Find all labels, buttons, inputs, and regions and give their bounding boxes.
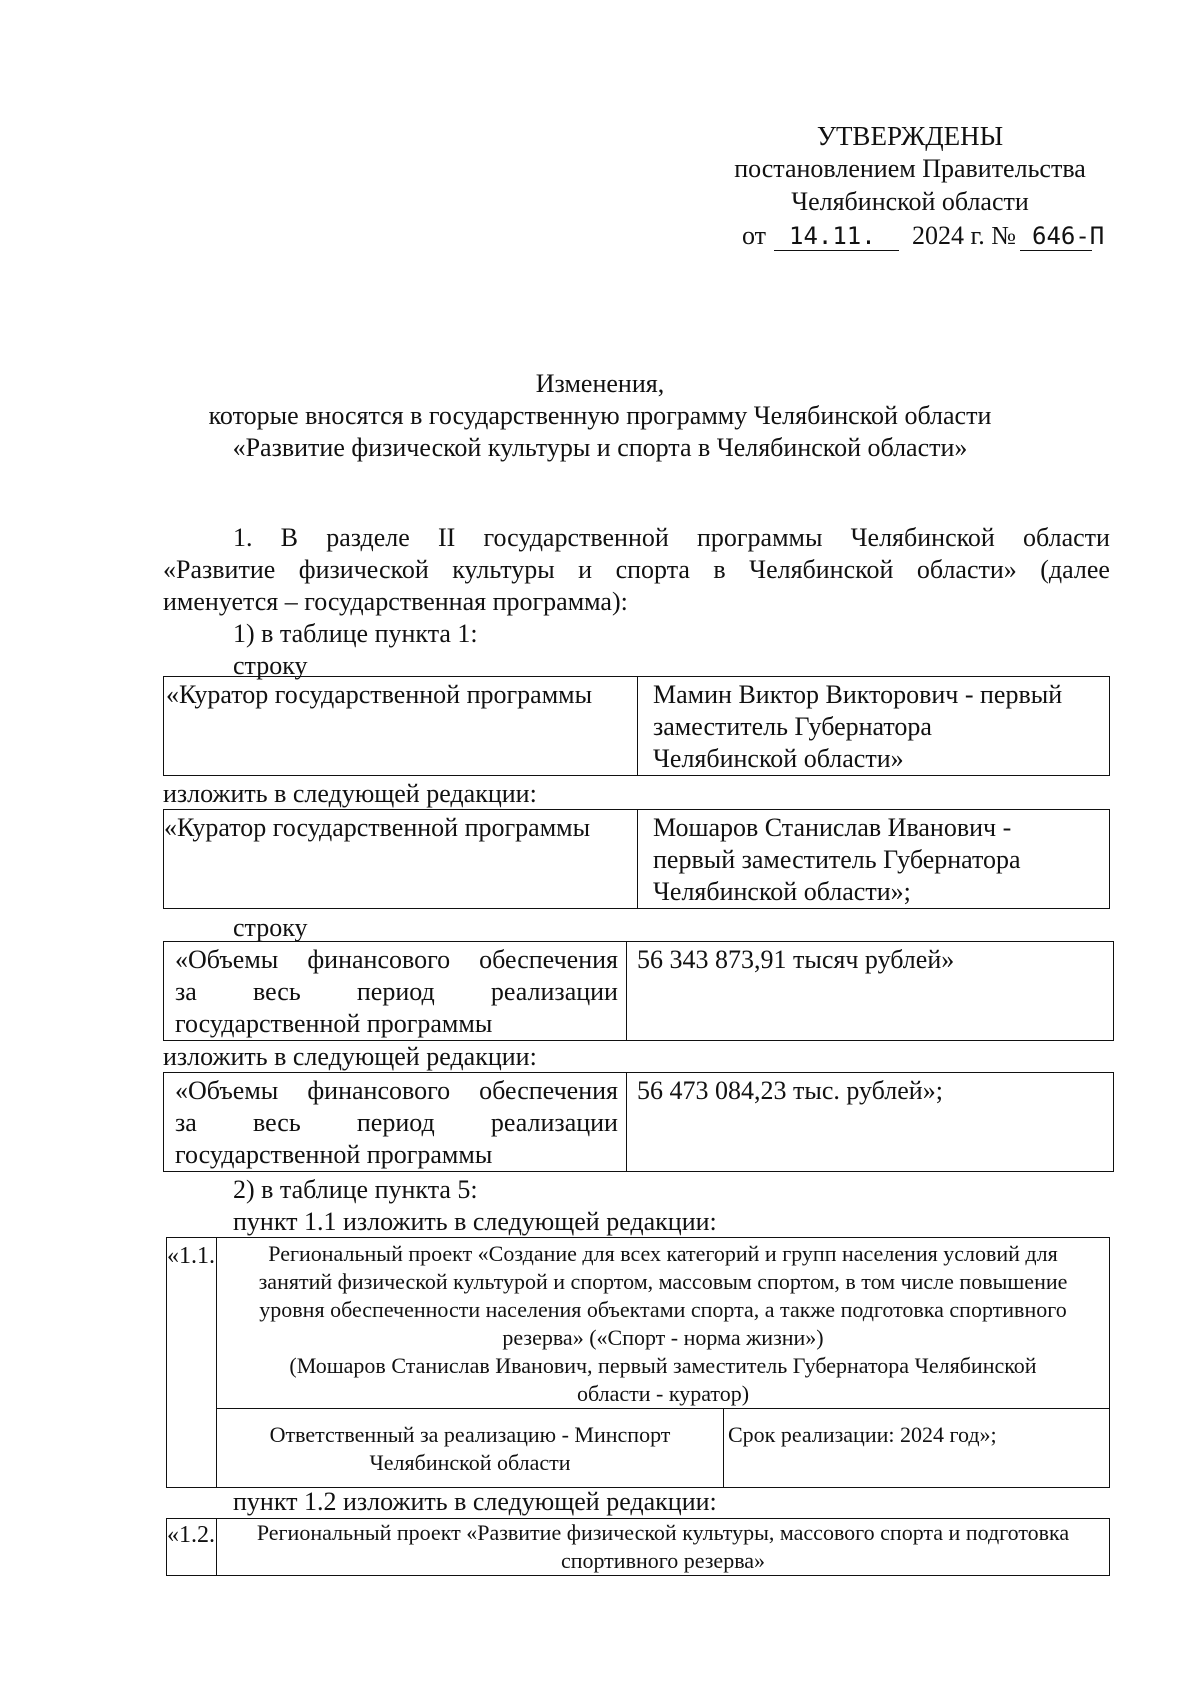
point-1-2-title: Региональный проект «Развитие физической культуры, массового спорта и подготовка спортивного резерва» — [217, 1519, 1110, 1576]
restate-1: изложить в следующей редакции: — [163, 779, 537, 808]
para1-line-3: именуется – государственная программа): — [163, 587, 628, 616]
restate-2: изложить в следующей редакции: — [163, 1042, 537, 1071]
table-curator-new — [163, 809, 1110, 909]
table-fin-new — [163, 1072, 1114, 1172]
fin-old-left: «Объемы финансового обеспечения за весь период реализации государственной программы — [164, 942, 627, 1041]
table-point-1-2 — [166, 1518, 1110, 1576]
approval-year: 2024 г. № — [912, 221, 1017, 250]
from-label: от — [742, 221, 767, 250]
fin-new-left: «Объемы финансового обеспечения за весь период реализации государственной программы — [164, 1073, 627, 1172]
point-1-1-term: Срок реализации: 2024 год»; — [724, 1409, 1110, 1488]
table-point-1-1 — [166, 1237, 1110, 1488]
heading-line-2: которые вносятся в государственную программу Челябинской области — [208, 401, 992, 430]
point-1-1-intro: пункт 1.1 изложить в следующей редакции: — [233, 1207, 717, 1236]
item-2: 2) в таблице пункта 5: — [233, 1175, 478, 1204]
fin-old-right: 56 343 873,91 тысяч рублей» — [627, 942, 1114, 1041]
table-curator-old — [163, 676, 1110, 776]
row-word-2: строку — [233, 913, 308, 942]
curator-new-left: «Куратор государственной программы — [164, 810, 638, 909]
row-word-1: строку — [233, 651, 308, 680]
date-underline — [774, 250, 899, 251]
heading-line-3: «Развитие физической культуры и спорта в Челябинской области» — [232, 433, 968, 462]
heading-title: Изменения, — [535, 369, 665, 398]
curator-old-left: «Куратор государственной программы — [164, 677, 638, 776]
para1-line-1: 1. В разделе II государственной программы Челябинской области — [233, 523, 1110, 552]
point-1-1-title: Региональный проект «Создание для всех категорий и групп населения условий для занятий физической культурой и спортом, массовым спортом, в том числе повышение уровня обеспеченности населения объектами спорта, а также подготовка спортивного резерва» («Спорт - норма жизни») (Мошаров Станислав Иванович, первый заместитель Губернатора Челябинской области - куратор) — [217, 1238, 1110, 1409]
para1-line-2: «Развитие физической культуры и спорта в Челябинской области» (далее — [163, 555, 1110, 584]
point-1-2-number: «1.2. — [167, 1519, 217, 1576]
number-underline — [1020, 250, 1092, 251]
approval-date: 14.11. — [789, 222, 876, 250]
item-1: 1) в таблице пункта 1: — [233, 619, 478, 648]
approval-number: 646-П — [1032, 222, 1105, 250]
point-1-1-responsible: Ответственный за реализацию - Минспорт Челябинской области — [217, 1409, 724, 1488]
approval-line-2: Челябинской области — [791, 187, 1029, 216]
curator-new-right: Мошаров Станислав Иванович - первый заместитель Губернатора Челябинской области»; — [638, 810, 1110, 909]
point-1-1-number: «1.1. — [167, 1238, 217, 1488]
curator-old-right: Мамин Виктор Викторович - первый заместитель Губернатора Челябинской области» — [638, 677, 1110, 776]
table-fin-old — [163, 941, 1114, 1041]
approval-line-1: постановлением Правительства — [734, 154, 1086, 183]
point-1-2-intro: пункт 1.2 изложить в следующей редакции: — [233, 1487, 717, 1516]
approval-title: УТВЕРЖДЕНЫ — [816, 121, 1004, 151]
fin-new-right: 56 473 084,23 тыс. рублей»; — [627, 1073, 1114, 1172]
